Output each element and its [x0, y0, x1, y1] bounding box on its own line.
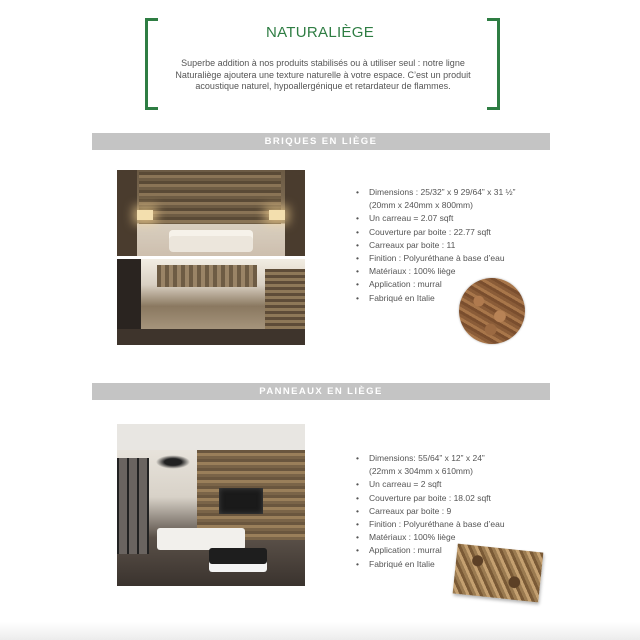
bullet-icon: •: [356, 519, 359, 530]
bullet-icon: •: [356, 266, 359, 277]
bullet-icon: •: [356, 492, 359, 503]
bullet-icon: •: [356, 279, 359, 290]
bullet-icon: •: [356, 292, 359, 303]
cork-panel-sample-image: [453, 544, 544, 603]
tv-room-photo: [117, 424, 305, 586]
bullet-icon: •: [356, 253, 359, 264]
spec-item: • Dimensions: 55/64” x 12” x 24”: [356, 452, 505, 465]
section-heading-briques: BRIQUES EN LIÈGE: [92, 133, 550, 150]
spec-item: (20mm x 240mm x 800mm): [369, 200, 473, 211]
spec-item: • Carreaux par boite : 9: [356, 505, 505, 518]
bullet-icon: •: [356, 213, 359, 224]
spec-item: • Finition : Polyuréthane à base d’eau: [356, 252, 515, 265]
spec-item: • Couverture par boite : 18.02 sqft: [356, 492, 505, 505]
bullet-icon: •: [356, 239, 359, 250]
spec-item: • Matériaux : 100% liège: [356, 265, 515, 278]
spec-item: (22mm x 304mm x 610mm): [369, 466, 473, 477]
bullet-icon: •: [356, 453, 359, 463]
living-room-photo: [117, 170, 305, 256]
spec-item: • Fabriqué en Italie: [356, 292, 515, 305]
bullet-icon: •: [356, 479, 359, 490]
spec-item: • Matériaux : 100% liège: [356, 531, 505, 544]
bullet-icon: •: [356, 558, 359, 569]
bullet-icon: •: [356, 545, 359, 556]
spec-item: • Finition : Polyuréthane à base d’eau: [356, 518, 505, 531]
spec-item: • Carreaux par boite : 11: [356, 239, 515, 252]
intro-paragraph: Superbe addition à nos produits stabilisés ou à utiliser seul : notre ligne Naturaliège ajoutera une texture naturelle à votre espace. C’est un produit acoustique naturel, hypoallergénique et retardateur de flammes.: [175, 58, 471, 91]
spec-item: • Application : murral: [356, 544, 505, 557]
page-bottom-edge: [0, 622, 640, 640]
section-heading-panneaux: PANNEAUX EN LIÈGE: [92, 383, 550, 400]
spec-item: • Un carreau = 2 sqft: [356, 478, 505, 491]
spec-item: • Application : murral: [356, 278, 515, 291]
cork-brick-sample-image: [459, 278, 525, 344]
page-title: NATURALIÈGE: [265, 24, 375, 41]
bullet-icon: •: [356, 187, 359, 197]
bullet-icon: •: [356, 226, 359, 237]
bullet-icon: •: [356, 532, 359, 543]
lobby-photo: [117, 259, 305, 345]
bullet-icon: •: [356, 505, 359, 516]
spec-item: • Couverture par boite : 22.77 sqft: [356, 226, 515, 239]
spec-item: • Un carreau = 2.07 sqft: [356, 212, 515, 225]
spec-item: • Dimensions : 25/32” x 9 29/64” x 31 ½”: [356, 186, 515, 199]
spec-item: • Fabriqué en Italie: [356, 558, 505, 571]
